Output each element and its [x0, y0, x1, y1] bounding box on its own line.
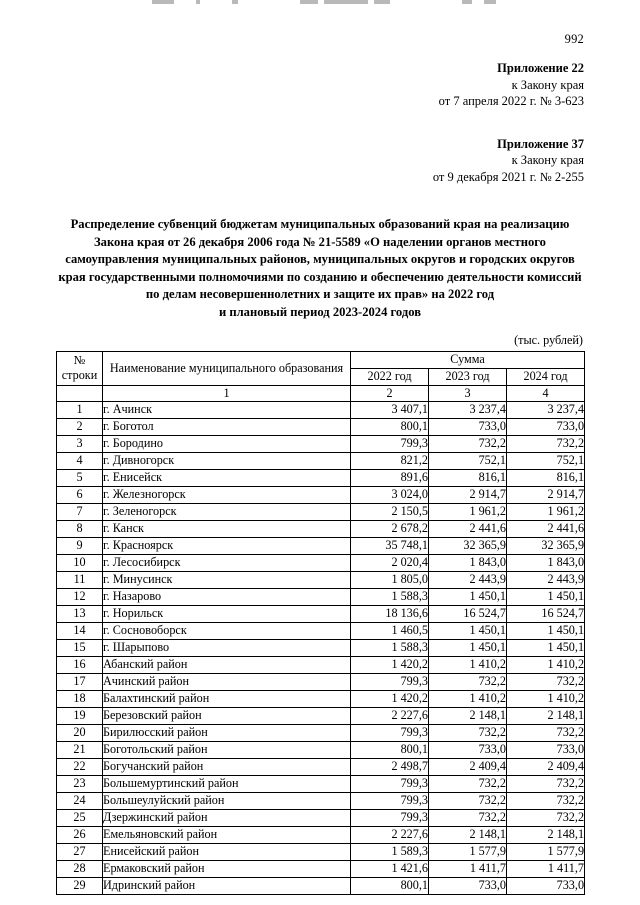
- cell-amount-2022: 1 588,3: [351, 639, 429, 656]
- cell-municipality-name: г. Ачинск: [103, 401, 351, 418]
- table-row: [57, 503, 585, 520]
- cell-amount-2022: 2 020,4: [351, 554, 429, 571]
- cell-amount-2024: 1 450,1: [507, 639, 585, 656]
- cell-municipality-name: Емельяновский район: [103, 826, 351, 843]
- appendix-date-secondary: от 9 декабря 2021 г. № 2-255: [432, 169, 584, 184]
- units-note: (тыс. рублей): [514, 332, 583, 347]
- cell-row-number: 23: [57, 775, 103, 792]
- cell-row-number: 15: [57, 639, 103, 656]
- cell-row-number: 3: [57, 435, 103, 452]
- cell-row-number: 19: [57, 707, 103, 724]
- cell-amount-2024: 1 843,0: [507, 554, 585, 571]
- cell-row-number: 25: [57, 809, 103, 826]
- cell-amount-2023: 1 450,1: [429, 639, 507, 656]
- cell-row-number: 20: [57, 724, 103, 741]
- cell-amount-2022: 1 805,0: [351, 571, 429, 588]
- cell-amount-2023: 2 148,1: [429, 707, 507, 724]
- page-title-line: края государственными полномочиями по созданию и обеспечению деятельности комиссий: [58, 269, 582, 284]
- table-row: [57, 877, 585, 894]
- cell-amount-2023: 733,0: [429, 418, 507, 435]
- cell-municipality-name: г. Дивногорск: [103, 452, 351, 469]
- cell-municipality-name: Боготольский район: [103, 741, 351, 758]
- cell-row-number: 7: [57, 503, 103, 520]
- cell-amount-2023: 752,1: [429, 452, 507, 469]
- cell-municipality-name: Березовский район: [103, 707, 351, 724]
- cell-row-number: 16: [57, 656, 103, 673]
- cell-row-number: 12: [57, 588, 103, 605]
- page-title: [56, 216, 584, 322]
- cell-municipality-name: г. Боготол: [103, 418, 351, 435]
- cell-amount-2023: 732,2: [429, 673, 507, 690]
- column-header-municipality: Наименование муниципального образования: [103, 351, 351, 385]
- cell-amount-2022: 1 460,5: [351, 622, 429, 639]
- table-row: [57, 792, 585, 809]
- cell-municipality-name: г. Канск: [103, 520, 351, 537]
- cell-municipality-name: Богучанский район: [103, 758, 351, 775]
- cell-row-number: 18: [57, 690, 103, 707]
- cell-amount-2022: 800,1: [351, 741, 429, 758]
- column-number-cell: 1: [103, 385, 351, 401]
- cell-amount-2023: 732,2: [429, 724, 507, 741]
- table-row: [57, 724, 585, 741]
- cell-municipality-name: Енисейский район: [103, 843, 351, 860]
- cell-amount-2023: 1 961,2: [429, 503, 507, 520]
- cell-amount-2022: 2 498,7: [351, 758, 429, 775]
- table-row: [57, 673, 585, 690]
- column-number-cell: 4: [507, 385, 585, 401]
- cell-amount-2024: 1 577,9: [507, 843, 585, 860]
- cell-municipality-name: г. Железногорск: [103, 486, 351, 503]
- cell-row-number: 21: [57, 741, 103, 758]
- column-header-year-2024: 2024 год: [507, 368, 585, 385]
- cell-amount-2024: 752,1: [507, 452, 585, 469]
- table-row: [57, 418, 585, 435]
- cell-amount-2022: 800,1: [351, 418, 429, 435]
- table-row: [57, 486, 585, 503]
- cell-amount-2024: 2 443,9: [507, 571, 585, 588]
- cell-row-number: 24: [57, 792, 103, 809]
- cell-amount-2022: 799,3: [351, 435, 429, 452]
- cell-municipality-name: г. Назарово: [103, 588, 351, 605]
- column-number-cell: 2: [351, 385, 429, 401]
- cell-amount-2023: 1 843,0: [429, 554, 507, 571]
- page-title-line: Распределение субвенций бюджетам муниципальных образований края на реализацию: [70, 217, 570, 231]
- table-row: [57, 435, 585, 452]
- cell-amount-2023: 732,2: [429, 792, 507, 809]
- appendix-title-secondary: Приложение 37: [497, 136, 584, 151]
- table-row: [57, 537, 585, 554]
- page-title-line: Закона края от 26 декабря 2006 года № 21-5589 «О наделении органов местного: [94, 234, 546, 249]
- column-header-row-number-line2: строки: [61, 368, 98, 383]
- column-header-row-number: [57, 351, 103, 385]
- cell-amount-2022: 1 588,3: [351, 588, 429, 605]
- cell-amount-2023: 1 411,7: [429, 860, 507, 877]
- cell-amount-2024: 1 410,2: [507, 656, 585, 673]
- page-title-line: самоуправления муниципальных районов, муниципальных округов и городских округов: [65, 252, 575, 267]
- cell-row-number: 26: [57, 826, 103, 843]
- cell-amount-2024: 2 914,7: [507, 486, 585, 503]
- cell-amount-2023: 816,1: [429, 469, 507, 486]
- cell-amount-2022: 2 227,6: [351, 707, 429, 724]
- cell-amount-2024: 1 450,1: [507, 588, 585, 605]
- cell-row-number: 2: [57, 418, 103, 435]
- cell-amount-2024: 1 961,2: [507, 503, 585, 520]
- cell-amount-2024: 1 410,2: [507, 690, 585, 707]
- cell-amount-2024: 3 237,4: [507, 401, 585, 418]
- cell-row-number: 11: [57, 571, 103, 588]
- cell-amount-2023: 1 410,2: [429, 690, 507, 707]
- cell-amount-2024: 732,2: [507, 435, 585, 452]
- cell-amount-2022: 1 420,2: [351, 690, 429, 707]
- cell-municipality-name: Абанский район: [103, 656, 351, 673]
- cell-row-number: 4: [57, 452, 103, 469]
- cell-amount-2023: 732,2: [429, 775, 507, 792]
- appendix-reference-secondary: [56, 136, 584, 186]
- cell-amount-2022: 800,1: [351, 877, 429, 894]
- column-header-year-2023: 2023 год: [429, 368, 507, 385]
- cell-municipality-name: г. Красноярск: [103, 537, 351, 554]
- cell-row-number: 17: [57, 673, 103, 690]
- cell-row-number: 5: [57, 469, 103, 486]
- cell-row-number: 14: [57, 622, 103, 639]
- cell-row-number: 22: [57, 758, 103, 775]
- cell-amount-2023: 733,0: [429, 877, 507, 894]
- page-title-line: по делам несовершеннолетних и защите их прав» на 2022 год: [145, 287, 495, 302]
- table-row: [57, 588, 585, 605]
- cell-amount-2022: 2 227,6: [351, 826, 429, 843]
- cell-amount-2024: 816,1: [507, 469, 585, 486]
- table-body: [57, 385, 585, 894]
- appendix-title-primary: Приложение 22: [497, 61, 584, 75]
- column-number-cell: [57, 385, 103, 401]
- table-row: [57, 843, 585, 860]
- table-row: [57, 741, 585, 758]
- cell-amount-2022: 1 420,2: [351, 656, 429, 673]
- table-row: [57, 690, 585, 707]
- table-row: [57, 605, 585, 622]
- cell-amount-2023: 733,0: [429, 741, 507, 758]
- table-row: [57, 401, 585, 418]
- table-row: [57, 758, 585, 775]
- cell-row-number: 6: [57, 486, 103, 503]
- table-row: [57, 571, 585, 588]
- cell-municipality-name: Ермаковский район: [103, 860, 351, 877]
- cell-amount-2024: 732,2: [507, 724, 585, 741]
- cell-amount-2023: 2 914,7: [429, 486, 507, 503]
- cell-municipality-name: Дзержинский район: [103, 809, 351, 826]
- cell-municipality-name: Бирилюсский район: [103, 724, 351, 741]
- cell-amount-2023: 32 365,9: [429, 537, 507, 554]
- table-row: [57, 860, 585, 877]
- column-number-cell: 3: [429, 385, 507, 401]
- table-row: [57, 809, 585, 826]
- cell-amount-2024: 732,2: [507, 792, 585, 809]
- column-numbering-row: [57, 385, 585, 401]
- cell-municipality-name: г. Шарыпово: [103, 639, 351, 656]
- cell-amount-2022: 35 748,1: [351, 537, 429, 554]
- cell-municipality-name: Большеулуйский район: [103, 792, 351, 809]
- cell-amount-2024: 2 148,1: [507, 826, 585, 843]
- cell-row-number: 13: [57, 605, 103, 622]
- cell-municipality-name: г. Бородино: [103, 435, 351, 452]
- cell-amount-2023: 2 148,1: [429, 826, 507, 843]
- cell-amount-2022: 799,3: [351, 792, 429, 809]
- column-header-row-number-line1: №: [73, 353, 86, 368]
- cell-amount-2023: 3 237,4: [429, 401, 507, 418]
- cell-municipality-name: г. Сосновоборск: [103, 622, 351, 639]
- appendix-date-primary: от 7 апреля 2022 г. № 3-623: [438, 94, 584, 108]
- cell-amount-2022: 3 024,0: [351, 486, 429, 503]
- cell-amount-2024: 16 524,7: [507, 605, 585, 622]
- cell-amount-2022: 821,2: [351, 452, 429, 469]
- cell-amount-2023: 732,2: [429, 435, 507, 452]
- cell-amount-2023: 1 450,1: [429, 622, 507, 639]
- cell-amount-2024: 1 411,7: [507, 860, 585, 877]
- cell-amount-2024: 2 148,1: [507, 707, 585, 724]
- cell-amount-2023: 1 577,9: [429, 843, 507, 860]
- table-row: [57, 639, 585, 656]
- page-number: 992: [564, 32, 584, 46]
- cell-amount-2022: 1 421,6: [351, 860, 429, 877]
- cell-amount-2023: 2 409,4: [429, 758, 507, 775]
- cell-amount-2023: 732,2: [429, 809, 507, 826]
- cell-municipality-name: г. Енисейск: [103, 469, 351, 486]
- table-row: [57, 622, 585, 639]
- cell-amount-2024: 733,0: [507, 877, 585, 894]
- cell-municipality-name: г. Норильск: [103, 605, 351, 622]
- cell-amount-2023: 1 450,1: [429, 588, 507, 605]
- cell-amount-2024: 32 365,9: [507, 537, 585, 554]
- cell-municipality-name: Балахтинский район: [103, 690, 351, 707]
- cell-row-number: 10: [57, 554, 103, 571]
- appendix-reference-primary: [56, 60, 584, 110]
- table-row: [57, 826, 585, 843]
- column-header-sum-group: Сумма: [351, 351, 585, 368]
- cell-municipality-name: г. Лесосибирск: [103, 554, 351, 571]
- column-header-year-2022: 2022 год: [351, 368, 429, 385]
- table-row: [57, 520, 585, 537]
- cell-amount-2022: 891,6: [351, 469, 429, 486]
- cell-amount-2024: 2 441,6: [507, 520, 585, 537]
- cell-amount-2024: 732,2: [507, 673, 585, 690]
- table-row: [57, 452, 585, 469]
- cell-row-number: 9: [57, 537, 103, 554]
- cell-municipality-name: Идринский район: [103, 877, 351, 894]
- cell-amount-2023: 1 410,2: [429, 656, 507, 673]
- cell-amount-2022: 799,3: [351, 673, 429, 690]
- cell-row-number: 27: [57, 843, 103, 860]
- cell-amount-2022: 799,3: [351, 724, 429, 741]
- cell-amount-2024: 1 450,1: [507, 622, 585, 639]
- appendix-law-primary: к Закону края: [511, 77, 584, 92]
- cell-amount-2022: 18 136,6: [351, 605, 429, 622]
- cell-row-number: 8: [57, 520, 103, 537]
- cell-amount-2022: 3 407,1: [351, 401, 429, 418]
- subventions-table: [56, 351, 585, 895]
- cell-municipality-name: Большемуртинский район: [103, 775, 351, 792]
- table-row: [57, 656, 585, 673]
- cell-amount-2022: 1 589,3: [351, 843, 429, 860]
- cell-amount-2022: 799,3: [351, 775, 429, 792]
- cell-municipality-name: г. Зеленогорск: [103, 503, 351, 520]
- cell-amount-2024: 2 409,4: [507, 758, 585, 775]
- cell-row-number: 29: [57, 877, 103, 894]
- cell-amount-2022: 2 150,5: [351, 503, 429, 520]
- cell-amount-2022: 799,3: [351, 809, 429, 826]
- cell-amount-2024: 733,0: [507, 741, 585, 758]
- appendix-law-secondary: к Закону края: [511, 153, 584, 167]
- table-row: [57, 469, 585, 486]
- cell-amount-2023: 2 443,9: [429, 571, 507, 588]
- table-row: [57, 707, 585, 724]
- cell-amount-2023: 16 524,7: [429, 605, 507, 622]
- cell-amount-2024: 732,2: [507, 809, 585, 826]
- table-header-row-main: [57, 351, 585, 368]
- cell-row-number: 1: [57, 401, 103, 418]
- cell-row-number: 28: [57, 860, 103, 877]
- cell-amount-2024: 732,2: [507, 775, 585, 792]
- cell-municipality-name: Ачинский район: [103, 673, 351, 690]
- cell-amount-2024: 733,0: [507, 418, 585, 435]
- table-row: [57, 775, 585, 792]
- table-header: [57, 351, 585, 385]
- cell-amount-2022: 2 678,2: [351, 520, 429, 537]
- cell-amount-2023: 2 441,6: [429, 520, 507, 537]
- cell-municipality-name: г. Минусинск: [103, 571, 351, 588]
- table-row: [57, 554, 585, 571]
- page-title-line: и плановый период 2023-2024 годов: [218, 304, 422, 319]
